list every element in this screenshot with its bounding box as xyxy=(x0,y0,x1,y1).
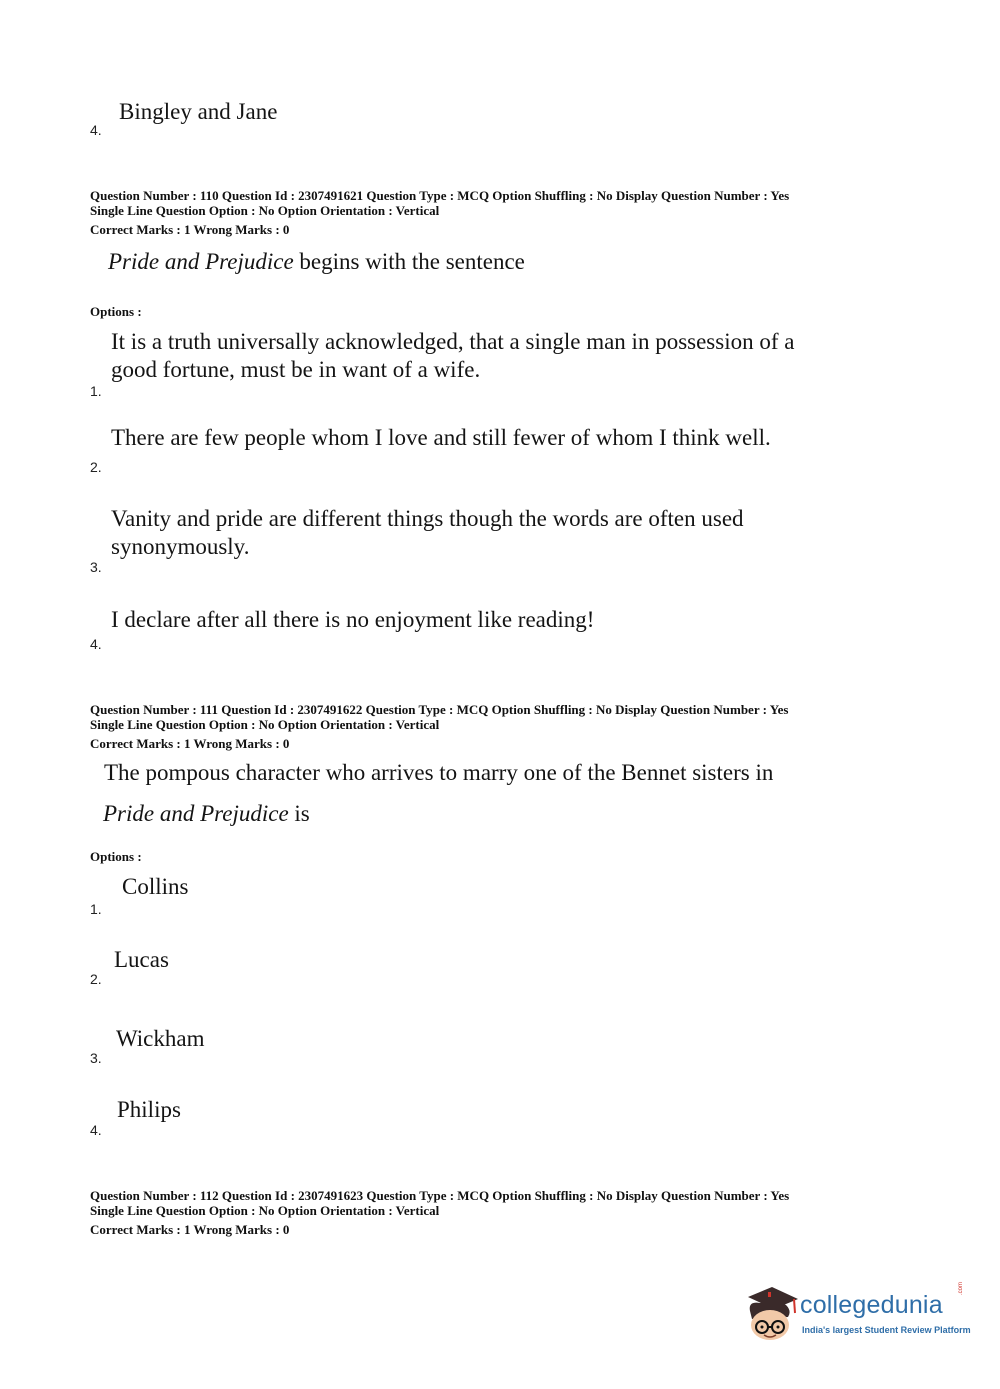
q110-option-2-text[interactable]: There are few people whom I love and still fewer of whom I think well. xyxy=(111,425,771,450)
q112-meta-line2: Single Line Question Option : No Option Orientation : Vertical xyxy=(90,1203,440,1218)
q110-option-3-line1: Vanity and pride are different things though the words are often used xyxy=(111,506,744,531)
q111-option-2-text[interactable]: Lucas xyxy=(114,947,169,972)
q111-option-3-number: 3. xyxy=(90,1050,102,1066)
q111-meta-line1: Question Number : 111 Question Id : 2307491622 Question Type : MCQ Option Shuffling : No Display Question Number : Yes xyxy=(90,702,789,717)
q110-options-label: Options : xyxy=(90,304,142,319)
q110-title-italic: Pride and Prejudice xyxy=(108,249,294,274)
q111-option-3-text[interactable]: Wickham xyxy=(116,1026,205,1051)
q110-meta-line3: Correct Marks : 1 Wrong Marks : 0 xyxy=(90,222,290,237)
q111-option-4-number: 4. xyxy=(90,1122,102,1138)
q111-question-line1: The pompous character who arrives to marry one of the Bennet sisters in xyxy=(104,760,774,785)
q110-option-1-line1: It is a truth universally acknowledged, that a single man in possession of a xyxy=(111,329,795,354)
collegedunia-logo xyxy=(742,1283,972,1353)
q110-option-3-number: 3. xyxy=(90,559,102,575)
q110-option-4-text[interactable]: I declare after all there is no enjoyment like reading! xyxy=(111,607,595,632)
q110-text-rest: begins with the sentence xyxy=(293,249,525,274)
q112-meta-line3: Correct Marks : 1 Wrong Marks : 0 xyxy=(90,1222,290,1237)
q110-meta-line1: Question Number : 110 Question Id : 2307491621 Question Type : MCQ Option Shuffling : No Display Question Number : Yes xyxy=(90,188,790,203)
q111-option-1-text[interactable]: Collins xyxy=(122,874,189,899)
q111-title-italic: Pride and Prejudice xyxy=(103,801,289,826)
q111-option-4-text[interactable]: Philips xyxy=(117,1097,181,1122)
q111-option-1-number: 1. xyxy=(90,901,102,917)
q110-option-3-text[interactable] xyxy=(111,505,744,561)
logo-wordmark: collegedunia xyxy=(800,1291,943,1319)
q110-option-4-number: 4. xyxy=(90,636,102,652)
logo-domain-suffix: .com xyxy=(958,1281,964,1295)
q110-option-2-number: 2. xyxy=(90,459,102,475)
prev-option-4-text: Bingley and Jane xyxy=(119,99,278,124)
q110-option-1-text[interactable] xyxy=(111,328,794,384)
student-mascot-icon xyxy=(742,1283,802,1353)
q111-text-rest: is xyxy=(288,801,310,826)
prev-option-4-number: 4. xyxy=(90,122,102,138)
q111-meta-line3: Correct Marks : 1 Wrong Marks : 0 xyxy=(90,736,290,751)
logo-tagline: India's largest Student Review Platform xyxy=(802,1325,971,1335)
q110-option-3-line2: synonymously. xyxy=(111,534,250,559)
q110-meta-line2: Single Line Question Option : No Option Orientation : Vertical xyxy=(90,203,440,218)
q110-question-text xyxy=(108,248,525,276)
q111-options-label: Options : xyxy=(90,849,142,864)
q110-option-1-line2: good fortune, must be in want of a wife. xyxy=(111,357,481,382)
q111-meta-line2: Single Line Question Option : No Option Orientation : Vertical xyxy=(90,717,440,732)
q111-question-line2 xyxy=(103,800,310,828)
q110-option-1-number: 1. xyxy=(90,383,102,399)
q111-option-2-number: 2. xyxy=(90,971,102,987)
q112-meta-line1: Question Number : 112 Question Id : 2307491623 Question Type : MCQ Option Shuffling : No Display Question Number : Yes xyxy=(90,1188,790,1203)
